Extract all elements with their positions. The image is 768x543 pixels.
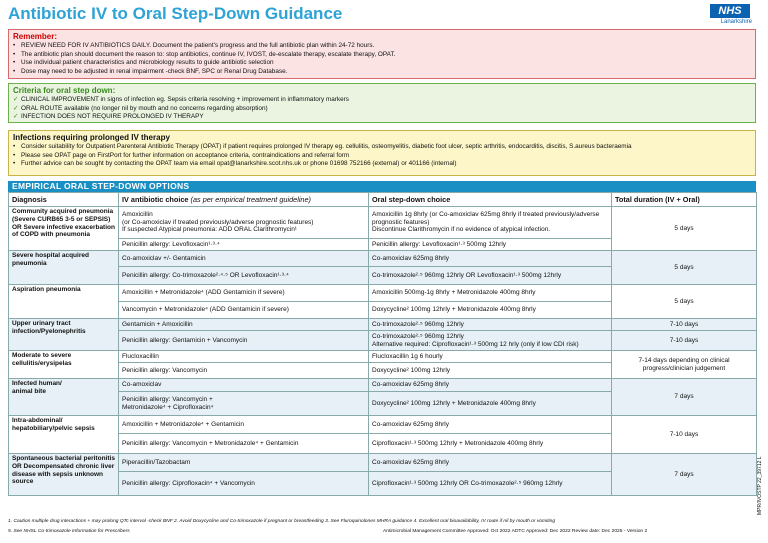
oral-cell: Flucloxacillin 1g 6 hourly [369,351,612,363]
table-row [9,251,757,267]
document-code: MPR/IVOSTP 22_39712 L [757,456,763,515]
approval-line: Antimicrobial Management Committee Approved: Oct 2022 ADTC Approved: Dec 2022 Review date: Dec 2025 - Version 2 [383,529,648,534]
table-row [9,285,757,302]
prolonged-item: • Further advice can be sought by contacting the OPAT team via email opat@lanarkshire.scot.nhs.uk or phone 01698 752166 (external) or 401166 (internal) [13,160,457,168]
table-row [9,331,757,351]
duration-cell: 5 days [612,207,757,251]
oral-cell: Doxycycline² 100mg 12hrly + Metronidazole 400mg 8hrly [369,392,612,416]
check-icon: ✓ [13,96,19,103]
header-diagnosis: Diagnosis [9,193,119,207]
table-row [9,379,757,392]
oral-cell: Co-trimoxazole²·⁵ 960mg 12hrly Alternative required: Ciprofloxacin¹·³ 500mg 12 hrly (only if low CDI risk) [369,331,612,351]
header-duration: Total duration (IV + Oral) [612,193,757,207]
iv-cell: Penicillin allergy: Vancomycin + Metronidazole⁴ + Gentamicin [119,434,369,454]
iv-cell: Amoxicillin + Metronidazole⁴ (ADD Gentamicin if severe) [119,285,369,302]
table-header-row [9,193,757,207]
duration-cell: 7 days [612,454,757,496]
iv-cell: Penicillin allergy: Vancomycin [119,363,369,379]
diagnosis-cell: Intra-abdominal/ hepatobiliary/pelvic sepsis [9,416,119,454]
remember-item: • Dose may need to be adjusted in renal impairment -check BNF, SPC or Renal Drug Database. [13,68,288,76]
diagnosis-cell: Infected human/ animal bite [9,379,119,416]
iv-cell: Amoxicillin + Metronidazole⁴ + Gentamicin [119,416,369,434]
remember-item: • REVIEW NEED FOR IV ANTIBIOTICS DAILY. Document the patient's progress and the full antibiotic plan within 24-72 hours. [13,42,375,49]
iv-cell: Penicillin allergy: Ciprofloxacin⁴ + Vancomycin [119,472,369,496]
iv-cell: Vancomycin + Metronidazole⁴ (ADD Gentamicin if severe) [119,302,369,319]
remember-heading: Remember: [13,32,58,41]
table-row [9,454,757,472]
criteria-heading: Criteria for oral step down: [13,86,116,95]
diagnosis-cell: Upper urinary tract infection/Pyelonephritis [9,319,119,351]
criteria-box [8,83,756,123]
oral-cell: Co-amoxiclav 625mg 8hrly [369,416,612,434]
prolonged-item: • Please see OPAT page on FirstPort for further information on acceptance criteria, contraindications and referral form [13,151,350,159]
table-row [9,319,757,331]
oral-cell: Co-amoxiclav 625mg 8hrly [369,251,612,267]
duration-cell: 5 days [612,285,757,319]
oral-cell: Ciprofloxacin¹·³ 500mg 12hrly OR Co-trimoxazole²·⁵ 960mg 12hrly [369,472,612,496]
duration-cell: 7-10 days [612,319,757,331]
iv-cell: Amoxicillin (or Co-amoxiclav if treated previously/adverse prognostic features) If suspected Atypical pneumonia: ADD ORAL Clarithromycin¹ [119,207,369,239]
iv-cell: Penicillin allergy: Gentamicin + Vancomycin [119,331,369,351]
oral-cell: Ciprofloxacin¹·³ 500mg 12hrly + Metronidazole 400mg 8hrly [369,434,612,454]
page-title: Antibiotic IV to Oral Step-Down Guidance [8,4,343,23]
iv-cell: Penicillin allergy: Co-trimoxazole²·⁴·⁵ OR Levofloxacin¹·³·⁴ [119,267,369,285]
oral-cell: Co-amoxiclav 625mg 8hrly [369,454,612,472]
duration-cell: 7 days [612,379,757,416]
step-down-table [8,192,757,496]
footnotes-line-1: 1. Caution multiple drug interactions + may prolong QTc interval -check BNF 2. Avoid Doxycycline and Co-trimoxazole if pregnant or breastfeeding 3. See Fluroquinolones MHRA guidance 4. Excellent oral bioavailability, IV route if nil by mouth or vomiting [8,519,556,524]
oral-cell: Penicillin allergy: Levofloxacin¹·³ 500mg 12hrly [369,239,612,251]
nhs-logo-sub: Lanarkshire [720,19,752,25]
prolonged-iv-box [8,130,756,176]
iv-cell: Co-amoxiclav +/- Gentamicin [119,251,369,267]
check-icon: ✓ [13,104,19,112]
empirical-heading: EMPIRICAL ORAL STEP-DOWN OPTIONS [8,181,756,192]
criteria-item: ✓ CLINICAL IMPROVEMENT in signs of infection eg. Sepsis criteria resolving + improvement in inflammatory markers [13,96,349,103]
prolonged-heading: Infections requiring prolonged IV therapy [13,133,170,142]
oral-cell: Doxycycline² 100mg 12hrly + Metronidazole 400mg 8hrly [369,302,612,319]
nhs-logo: NHS [710,4,750,18]
diagnosis-cell: Severe hospital acquired pneumonia [9,251,119,285]
check-icon: ✓ [13,113,19,121]
table-row [9,416,757,434]
diagnosis-cell: Aspiration pneumonia [9,285,119,319]
remember-item: • Use individual patient characteristics and microbiology results to guide antibiotic selection [13,59,274,67]
criteria-item: ✓ ORAL ROUTE available (no longer nil by mouth and no concerns regarding absorption) [13,104,268,112]
prolonged-item: • Consider suitability for Outpatient Parenteral Antibiotic Therapy (OPAT) if patient requires prolonged IV therapy eg. cellulitis, osteomyelitis, diabetic foot ulcer, septic arthritis, endocarditis, discitis, S.aureus bacteraemia [13,143,632,150]
iv-cell: Penicillin allergy: Levofloxacin¹·³·⁴ [119,239,369,251]
duration-cell: 5 days [612,251,757,285]
remember-box [8,29,756,79]
header-oral: Oral step-down choice [369,193,612,207]
oral-cell: Co-trimoxazole²·⁵ 960mg 12hrly OR Levofloxacin¹·³ 500mg 12hrly [369,267,612,285]
iv-cell: Flucloxacillin [119,351,369,363]
iv-cell: Gentamicin + Amoxicillin [119,319,369,331]
iv-cell: Penicillin allergy: Vancomycin + Metronidazole⁴ + Ciprofloxacin⁴ [119,392,369,416]
oral-cell: Doxycycline² 100mg 12hrly [369,363,612,379]
duration-cell: 7-14 days depending on clinical progress/clinician judgement [612,351,757,379]
criteria-item: ✓ INFECTION DOES NOT REQUIRE PROLONGED IV THERAPY [13,113,204,121]
diagnosis-cell: Spontaneous bacterial peritonitis OR Decompensated chronic liver disease with sepsis unknown source [9,454,119,496]
header-iv: IV antibiotic choice (as per empirical treatment guideline) [119,193,369,207]
oral-cell: Co-amoxiclav 625mg 8hrly [369,379,612,392]
iv-cell: Co-amoxiclav [119,379,369,392]
oral-cell: Amoxicillin 1g 8hrly (or Co-amoxiclav 625mg 8hrly if treated previously/adverse prognostic features) Discontinue Clarithromycin if no evidence of atypical infection. [369,207,612,239]
duration-cell: 7-10 days [612,331,757,351]
remember-item: • The antibiotic plan should document the reason to: stop antibiotics, continue IV, IVOST, de-escalate therapy, escalate therapy, OPAT. [13,50,396,58]
iv-cell: Piperacillin/Tazobactam [119,454,369,472]
oral-cell: Amoxicillin 500mg-1g 8hrly + Metronidazole 400mg 8hrly [369,285,612,302]
diagnosis-cell: Moderate to severe cellulitis/erysipelas [9,351,119,379]
diagnosis-cell: Community acquired pneumonia (Severe CURB65 3-5 or SEPSIS) OR Severe infective exacerbation of COPD with pneumonia [9,207,119,251]
table-row [9,351,757,363]
table-row [9,207,757,239]
duration-cell: 7-10 days [612,416,757,454]
oral-cell: Co-trimoxazole²·⁵ 960mg 12hrly [369,319,612,331]
footnotes-line-2: 5. See NHSL Co-trimoxazole Information for Prescribers [8,529,130,534]
